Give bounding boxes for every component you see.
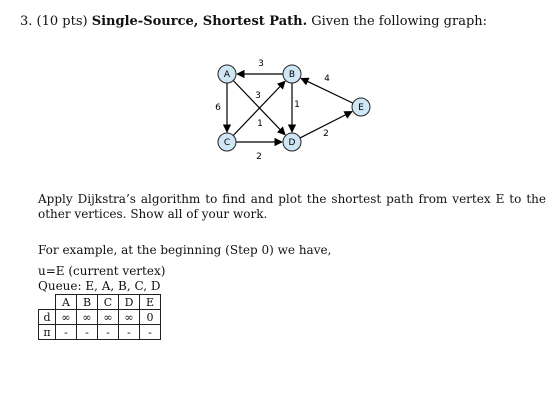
table-col-header: E bbox=[140, 295, 161, 310]
problem-number: 3. bbox=[20, 14, 33, 29]
node-d bbox=[283, 133, 301, 151]
node-e bbox=[352, 98, 370, 116]
node-b bbox=[283, 65, 301, 83]
table-row-pi bbox=[39, 325, 161, 340]
node-c bbox=[218, 133, 236, 151]
table-cell: ∞ bbox=[98, 310, 119, 325]
table-col-header: A bbox=[56, 295, 77, 310]
problem-title: Single-Source, Shortest Path. bbox=[91, 14, 308, 29]
node-label: C bbox=[223, 138, 231, 149]
graph-figure bbox=[0, 0, 556, 190]
table-cell: - bbox=[56, 325, 77, 340]
table-row-d bbox=[39, 310, 161, 325]
table-row-label: π bbox=[39, 325, 56, 340]
example-intro: For example, at the beginning (Step 0) we have, bbox=[38, 243, 332, 257]
edge-weight-e-b: 4 bbox=[324, 74, 330, 84]
edge-weight-d-e: 2 bbox=[323, 129, 329, 139]
edge-weight-b-d: 1 bbox=[294, 100, 300, 110]
table-cell: - bbox=[140, 325, 161, 340]
table-cell: ∞ bbox=[56, 310, 77, 325]
table-cell: - bbox=[77, 325, 98, 340]
queue-text: Queue: E, A, B, C, D bbox=[38, 279, 161, 293]
node-label: D bbox=[288, 138, 296, 149]
table-cell: - bbox=[98, 325, 119, 340]
table-header-row bbox=[39, 295, 161, 310]
table-col-header: C bbox=[98, 295, 119, 310]
table-cell: - bbox=[119, 325, 140, 340]
table-cell: 0 bbox=[140, 310, 161, 325]
current-vertex-text: u=E (current vertex) bbox=[38, 264, 166, 278]
problem-intro: Given the following graph: bbox=[311, 14, 488, 29]
edge-weight-a-d: 3 bbox=[255, 91, 261, 101]
instructions-text: Apply Dijkstra’s algorithm to find and plot the shortest path from vertex E to the other vertices. Show all of your work. bbox=[38, 192, 546, 221]
node-label: E bbox=[358, 103, 364, 114]
edge-weight-b-a: 3 bbox=[258, 59, 264, 69]
table-cell: ∞ bbox=[119, 310, 140, 325]
table-col-header: D bbox=[119, 295, 140, 310]
table-row-label: d bbox=[39, 310, 56, 325]
node-label: A bbox=[223, 70, 231, 81]
edge-weight-c-d: 2 bbox=[256, 152, 262, 162]
table-col-header: B bbox=[77, 295, 98, 310]
edge-weight-c-b: 1 bbox=[257, 119, 263, 129]
table-cell: ∞ bbox=[77, 310, 98, 325]
distance-table bbox=[38, 294, 161, 340]
node-label: B bbox=[288, 70, 296, 81]
node-a bbox=[218, 65, 236, 83]
edge-weight-a-c: 6 bbox=[215, 103, 221, 113]
problem-points: (10 pts) bbox=[36, 14, 88, 29]
table-corner bbox=[39, 295, 56, 310]
